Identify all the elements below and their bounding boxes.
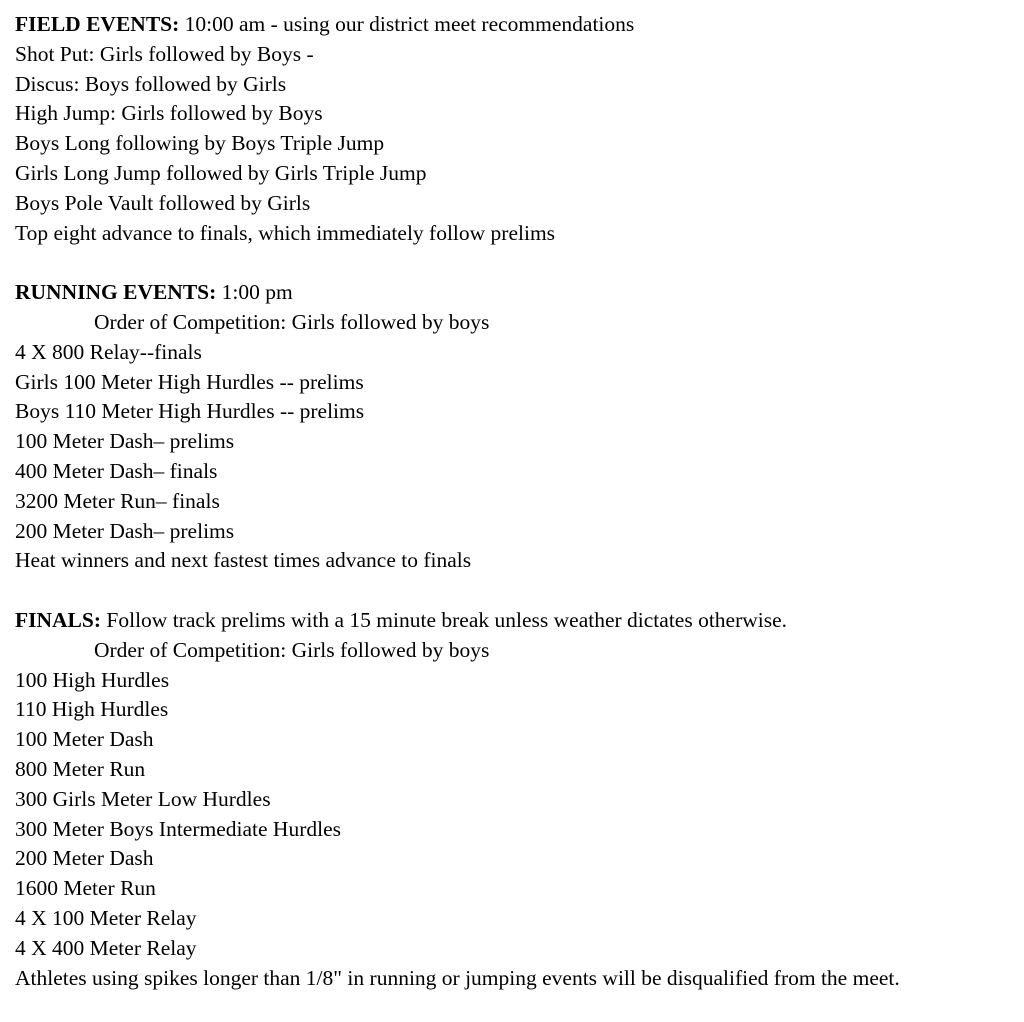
running-event-item: 200 Meter Dash– prelims [15,518,235,543]
running-event-item: 3200 Meter Run– finals [15,488,220,513]
finals-event-item: 100 High Hurdles [15,667,170,692]
field-event-item: Girls Long Jump followed by Girls Triple Jump [15,160,427,185]
field-event-note: Top eight advance to finals, which immediately follow prelims [15,220,556,245]
finals-event-item: 800 Meter Run [15,756,146,781]
running-events-section [15,278,1020,576]
spikes-rule-footnote: Athletes using spikes longer than 1/8" in running or jumping events will be disqualified from the meet. [15,965,900,990]
finals-event-item: 4 X 400 Meter Relay [15,935,197,960]
section-spacer [15,248,1020,278]
running-events-label: RUNNING EVENTS: [15,280,217,305]
running-events-heading-text: 1:00 pm [216,280,293,305]
section-spacer [15,576,1020,606]
finals-event-item: 110 High Hurdles [15,697,169,722]
schedule-document [15,10,1020,993]
finals-order-note: Order of Competition: Girls followed by boys [94,637,490,662]
running-event-item: Girls 100 Meter High Hurdles -- prelims [15,369,364,394]
field-event-item: High Jump: Girls followed by Boys [15,101,323,126]
finals-label: FINALS: [15,607,102,632]
finals-event-item: 100 Meter Dash [15,727,154,752]
running-event-item: 400 Meter Dash– finals [15,458,218,483]
running-event-item: Boys 110 Meter High Hurdles -- prelims [15,399,365,424]
finals-event-item: 1600 Meter Run [15,876,156,901]
running-event-item: 100 Meter Dash– prelims [15,429,235,454]
finals-heading [15,606,1020,636]
finals-section [15,606,1020,993]
field-events-heading-text: 10:00 am - using our district meet recommendations [179,12,635,36]
running-events-heading [15,278,1020,308]
field-event-item: Discus: Boys followed by Girls [15,71,287,96]
field-event-item: Boys Pole Vault followed by Girls [15,190,311,215]
field-events-label: FIELD EVENTS: [15,12,180,36]
running-event-item: 4 X 800 Relay--finals [15,339,202,364]
finals-event-item: 200 Meter Dash [15,846,154,871]
finals-heading-text: Follow track prelims with a 15 minute break unless weather dictates otherwise. [101,607,788,632]
running-order-note: Order of Competition: Girls followed by boys [94,309,490,334]
field-events-section [15,10,1020,248]
field-event-item: Shot Put: Girls followed by Boys - [15,41,314,66]
field-events-heading [15,10,1020,40]
finals-event-item: 300 Meter Boys Intermediate Hurdles [15,816,341,841]
field-event-item: Boys Long following by Boys Triple Jump [15,131,385,156]
running-event-note: Heat winners and next fastest times advance to finals [15,548,472,573]
finals-event-item: 4 X 100 Meter Relay [15,905,197,930]
finals-event-item: 300 Girls Meter Low Hurdles [15,786,271,811]
